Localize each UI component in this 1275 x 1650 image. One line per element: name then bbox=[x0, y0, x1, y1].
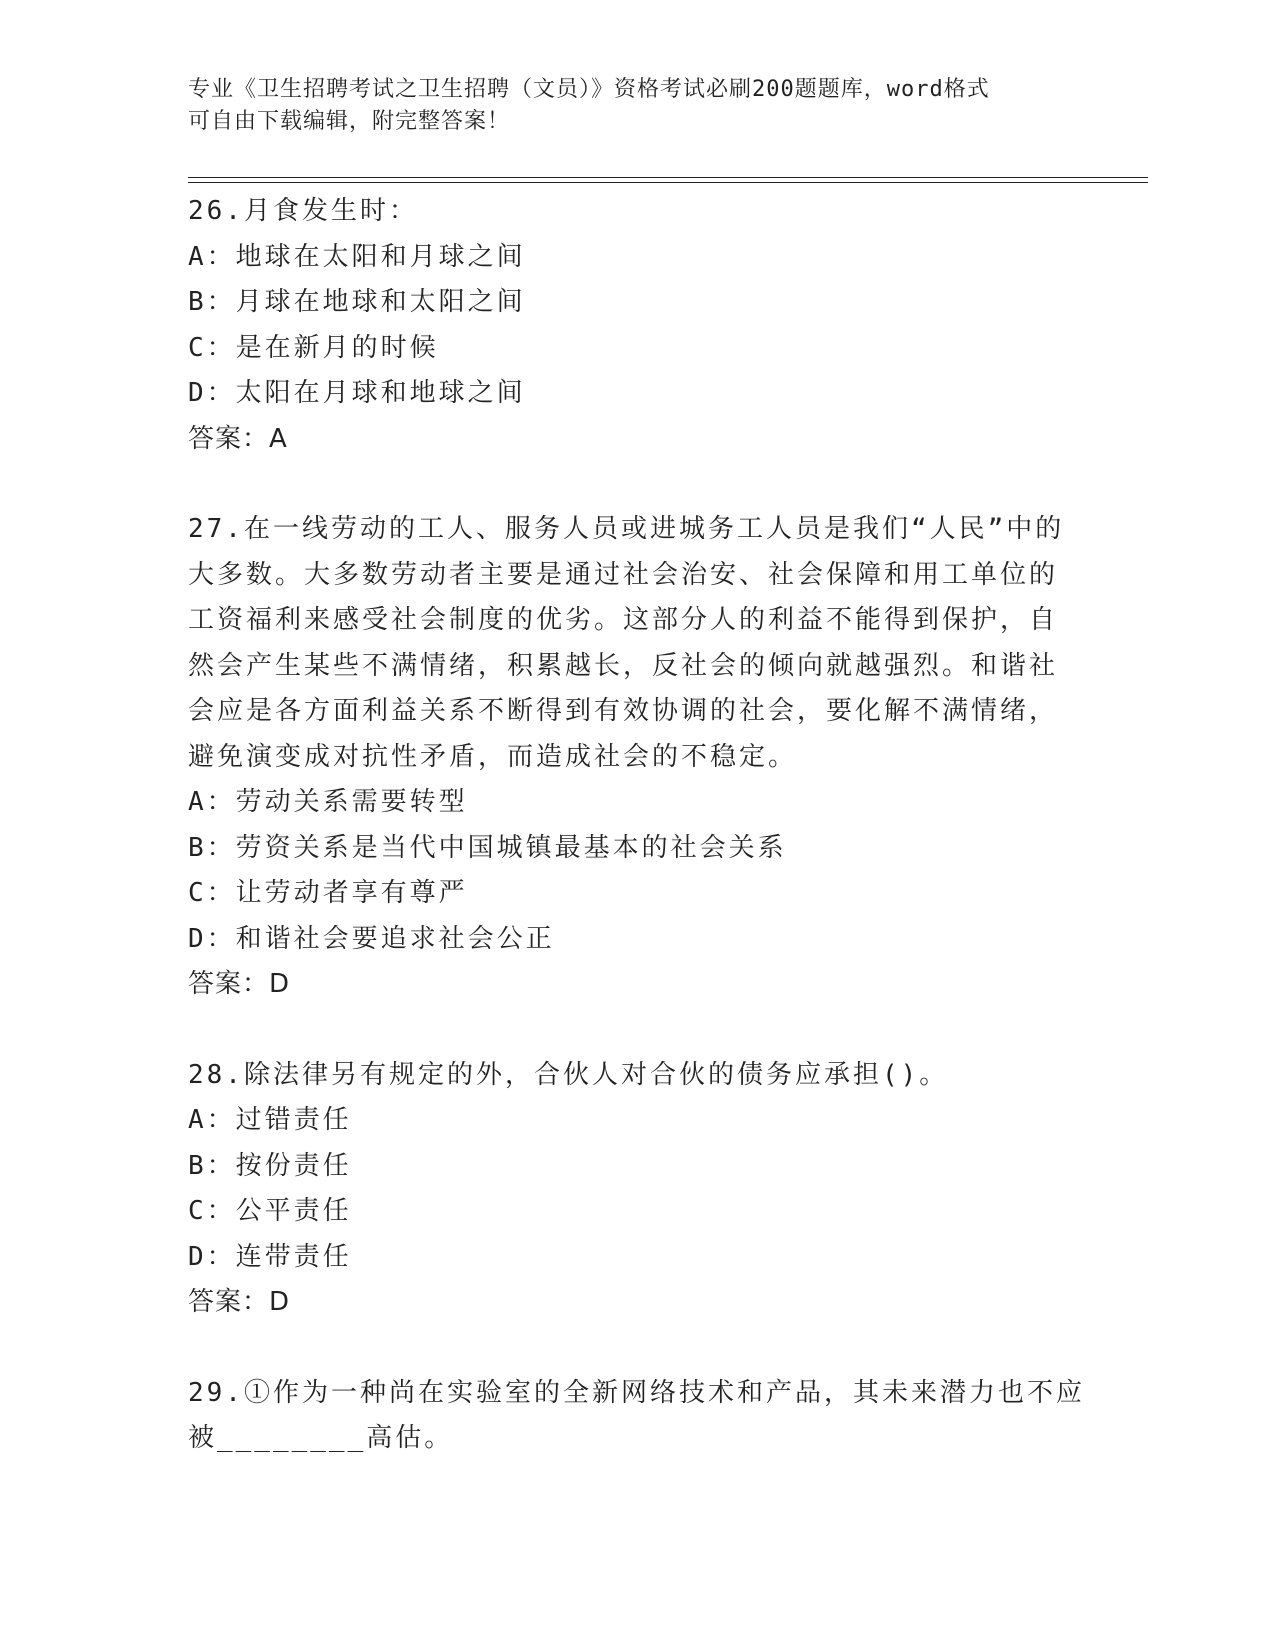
header-line-2: 可自由下载编辑，附完整答案！ bbox=[188, 109, 511, 134]
question-stem-line: 然会产生某些不满情绪，积累越长，反社会的倾向就越强烈。和谐社 bbox=[188, 650, 1059, 681]
option-d: D：连带责任 bbox=[188, 1241, 352, 1272]
option-a: A：地球在太阳和月球之间 bbox=[188, 241, 526, 272]
question-28 bbox=[188, 1053, 1088, 1326]
question-stem-line: 被________高估。 bbox=[188, 1423, 454, 1453]
option-d: D：太阳在月球和地球之间 bbox=[188, 378, 526, 408]
answer: 答案：D bbox=[188, 1287, 291, 1317]
spacer bbox=[188, 1008, 1088, 1053]
header-line-1: 专业《卫生招聘考试之卫生招聘（文员）》资格考试必刷200题题库，word格式 bbox=[188, 77, 990, 102]
question-stem-line: 工资福利来感受社会制度的优劣。这部分人的利益不能得到保护，自 bbox=[188, 605, 1059, 635]
option-b: B：按份责任 bbox=[188, 1150, 352, 1181]
option-d: D：和谐社会要追求社会公正 bbox=[188, 923, 555, 954]
option-c: C：是在新月的时候 bbox=[188, 332, 439, 363]
option-c: C：让劳动者享有尊严 bbox=[188, 878, 468, 908]
question-27 bbox=[188, 507, 1088, 1008]
question-29 bbox=[188, 1371, 1088, 1462]
question-stem: 26.月食发生时： bbox=[188, 196, 418, 226]
question-stem-line: 27.在一线劳动的工人、服务人员或进城务工人员是我们“人民”中的 bbox=[188, 514, 1065, 544]
document-header bbox=[188, 74, 1058, 138]
option-a: A：劳动关系需要转型 bbox=[188, 787, 468, 817]
answer: 答案：A bbox=[188, 423, 288, 454]
question-list bbox=[188, 189, 1088, 1462]
question-stem-line: 避免演变成对抗性矛盾，而造成社会的不稳定。 bbox=[188, 741, 798, 772]
header-divider-top bbox=[188, 177, 1148, 178]
question-stem-line: 会应是各方面利益关系不断得到有效协调的社会，要化解不满情绪， bbox=[188, 696, 1059, 726]
option-a: A：过错责任 bbox=[188, 1105, 352, 1135]
question-stem-line: 29.①作为一种尚在实验室的全新网络技术和产品，其未来潜力也不应 bbox=[188, 1377, 1085, 1408]
question-stem-line: 大多数。大多数劳动者主要是通过社会治安、社会保障和用工单位的 bbox=[188, 559, 1059, 590]
question-26 bbox=[188, 189, 1088, 462]
spacer bbox=[188, 1326, 1088, 1371]
question-stem: 28.除法律另有规定的外，合伙人对合伙的债务应承担()。 bbox=[188, 1059, 949, 1090]
answer: 答案：D bbox=[188, 969, 291, 999]
option-c: C：公平责任 bbox=[188, 1196, 352, 1226]
header-divider-bottom bbox=[188, 182, 1148, 183]
option-b: B：劳资关系是当代中国城镇最基本的社会关系 bbox=[188, 832, 787, 863]
option-b: B：月球在地球和太阳之间 bbox=[188, 287, 526, 317]
spacer bbox=[188, 462, 1088, 507]
